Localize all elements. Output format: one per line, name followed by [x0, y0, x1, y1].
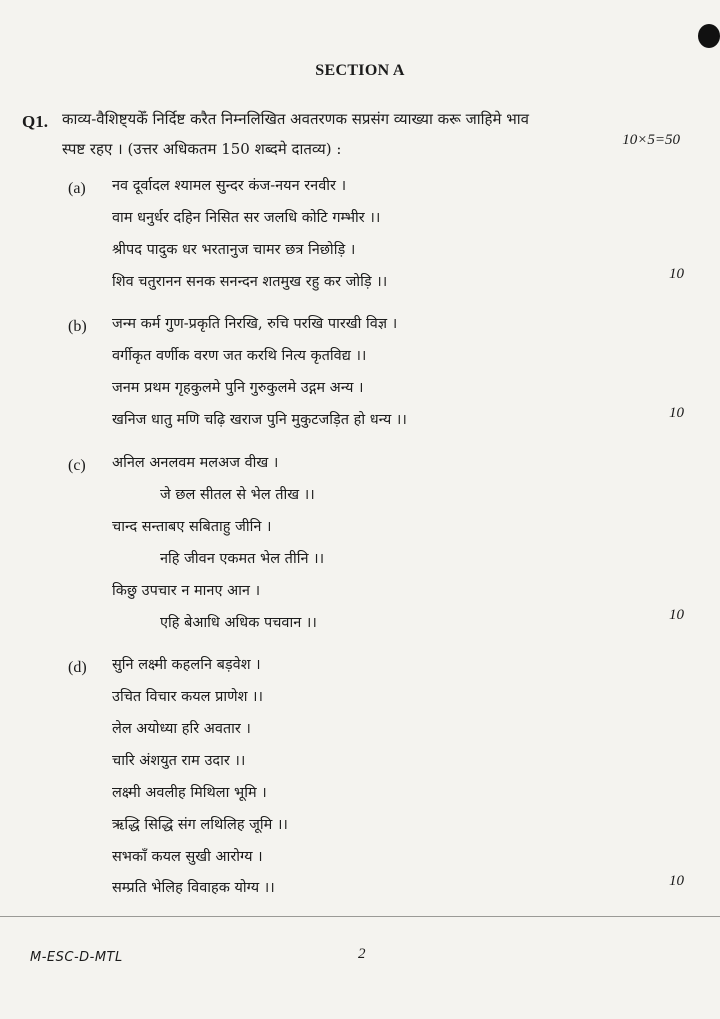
question-instruction: [62, 104, 692, 164]
verse-line: खनिज धातु मणि चढ़ि खराज पुनि मुकुटजड़ित हो धन्य ।।: [112, 412, 407, 428]
part-label-b: (b): [68, 318, 87, 335]
verse-line: श्रीपद पादुक धर भरतानुज चामर छत्र निछोड़ि ।: [112, 242, 356, 258]
instruction-line-1: काव्य-वैशिष्ट्यकेँ निर्दिष्ट करैत निम्नलिखित अवतरणक सप्रसंग व्याख्या करू जाहिमे भाव: [62, 110, 529, 128]
verse-line: वाम धनुर्धर दहिन निसित सर जलधि कोटि गम्भीर ।।: [112, 210, 381, 226]
part-marks-a: 10: [669, 266, 684, 282]
footer-divider: [0, 916, 720, 917]
part-marks-d: 10: [669, 873, 684, 889]
verse-line: जनम प्रथम गृहकुलमे पुनि गुरुकुलमे उद्गम अन्य ।: [112, 380, 364, 396]
verse-line: नव दूर्वादल श्यामल सुन्दर कंज-नयन रनवीर ।: [112, 178, 347, 194]
verse-line: सम्प्रति भेलिह विवाहक योग्य ।।: [112, 880, 275, 896]
verse-line: नहि जीवन एकमत भेल तीनि ।।: [160, 551, 325, 567]
verse-line: अनिल अनलवम मलअज वीख ।: [112, 455, 279, 471]
part-marks-b: 10: [669, 405, 684, 421]
verse-line: लक्ष्मी अवलीह मिथिला भूमि ।: [112, 785, 267, 801]
verse-line: शिव चतुरानन सनक सनन्दन शतमुख रहु कर जोड़ि ।।: [112, 274, 388, 290]
part-label-d: (d): [68, 659, 87, 676]
page-number: 2: [358, 946, 366, 962]
punch-hole-mark: [698, 24, 720, 48]
verse-line: एहि बेआधि अधिक पचवान ।।: [160, 615, 317, 631]
part-label-c: (c): [68, 457, 86, 474]
part-marks-c: 10: [669, 607, 684, 623]
question-number: Q1.: [22, 112, 48, 131]
verse-line: उचित विचार कयल प्राणेश ।।: [112, 689, 264, 705]
verse-line: वर्गीकृत वर्णीक वरण जत करथि नित्य कृतविद्य ।।: [112, 348, 367, 364]
verse-line: चारि अंशयुत राम उदार ।।: [112, 753, 246, 769]
section-title: SECTION A: [315, 62, 405, 79]
verse-line: जे छल सीतल से भेल तीख ।।: [160, 487, 315, 503]
total-marks: 10×5=50: [622, 132, 680, 148]
verse-line: जन्म कर्म गुण-प्रकृति निरखि, रुचि परखि पारखी विज्ञ ।: [112, 316, 398, 332]
instruction-line-2: स्पष्ट रहए । (उत्तर अधिकतम 150 शब्दमे दातव्य) :: [62, 140, 342, 158]
verse-line: चान्द सन्ताबए सबिताहु जीनि ।: [112, 519, 272, 535]
verse-line: सभकाँ कयल सुखी आरोग्य ।: [112, 849, 263, 865]
verse-line: लेल अयोध्या हरि अवतार ।: [112, 721, 251, 737]
part-label-a: (a): [68, 180, 86, 197]
verse-line: किछु उपचार न मानए आन ।: [112, 583, 261, 599]
verse-line: ऋद्धि सिद्धि संग लथिलिह जूमि ।।: [112, 817, 288, 833]
verse-line: सुनि लक्ष्मी कहलनि बड़वेश ।: [112, 657, 261, 673]
paper-code: M-ESC-D-MTL: [30, 950, 123, 965]
